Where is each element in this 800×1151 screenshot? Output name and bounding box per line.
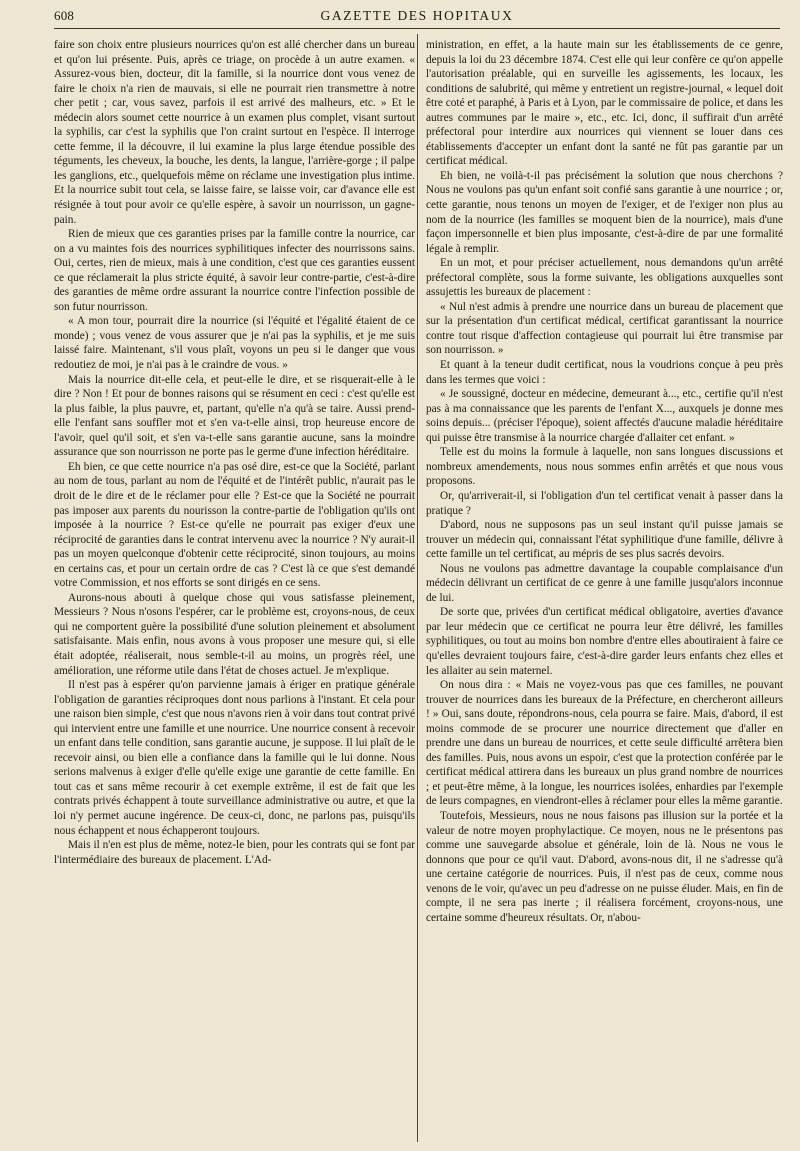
page-header xyxy=(54,4,780,29)
paragraph: faire son choix entre plusieurs nourrices qu'on est allé chercher dans un bureau et qu'on lui présente. Puis, après ce triage, on procède à un autre examen. « Assurez-vous bien, docteur, dit la famille, si la nourrice dont vous venez de faire le choix n'a rien de mauvais, si elle ne pourrait rien transmettre à notre cher petit ; car, vous savez, parfois il est arrivé des malheurs, etc. » Et le médecin alors soumet cette nourrice à un examen plus complet, visant surtout la syphilis, car c'est la syphilis que l'on craint surtout en l'espèce. Il interroge cette femme, il la découvre, il lui examine la plus large étendue possible des téguments, les cheveux, la bouche, les dents, la langue, l'arrière-gorge ; il palpe les ganglions, etc., quelquefois même on réclame une investigation plus intime. Et la nourrice subit tout cela, se laisse faire, se laisse voir, car d'avance elle est résignée à tout pour avoir ce qu'elle espère, à savoir un nourrisson, un gagne-pain. xyxy=(54,39,415,226)
paragraph: On nous dira : « Mais ne voyez-vous pas que ces familles, ne pouvant trouver de nourrices dans les bureaux de la Préfecture, en chercheront ailleurs ! » Oui, sans doute, répondrons-nous, cela pourra se faire. Mais, d'abord, il est moins commode de se procurer une nourrice directement que d'aller en prendre une dans un bureau de nourrices, et cette seule difficulté arrêtera bien des familles. Puis, nous avons un espoir, c'est que la protection conférée par le certificat médical attirera dans les bureaux un plus grand nombre de nourrices ; et peut-être même, à la longue, les nourrices isolées, enhardies par l'exemple de leurs compagnes, en viendront-elles à réclamer pour elles la même garantie. xyxy=(426,679,783,808)
paragraph: D'abord, nous ne supposons pas un seul instant qu'il puisse jamais se trouver un médecin qui, connaissant l'état syphilitique d'une famille, délivre à cette famille un tel certificat, au mépris de ses plus sacrés devoirs. xyxy=(426,519,783,561)
paragraph: Mais la nourrice dit-elle cela, et peut-elle le dire, et se risquerait-elle à le dire ? Non ! Et pour de bonnes raisons qui se résument en ceci : c'est qu'elle est la plus faible, la plus pauvre, et, partant, qu'elle n'a qu'à se taire. Aussi prend-elle l'enfant sans souffler mot et s'en va-t-elle ainsi, trop heureuse encore de l'avoir, quel qu'il soit, et s'en va-t-elle sans garantie aucune, sans la moindre assurance que son nourrisson ne porte pas le germe d'une infection héréditaire. xyxy=(54,373,415,459)
paragraph: Nous ne voulons pas admettre davantage la coupable complaisance d'un médecin délivrant un certificat de ce genre à une famille jusqu'alors inconnue de lui. xyxy=(426,562,783,604)
paragraph: Toutefois, Messieurs, nous ne nous faisons pas illusion sur la portée et la valeur de notre moyen prophylactique. Ce moyen, nous ne le présentons pas comme une sauvegarde absolue et générale, loin de là. Nous ne vous le donnons que pour ce qu'il vaut. D'abord, avons-nous dit, il ne s'adresse qu'à une certaine catégorie de nourrices. Puis, il n'est pas de ceux, comme nous venons de le voir, qu'avec un peu d'adresse on ne puisse éluder. Mais, en fin de compte, il ne sera pas inerte ; il réalisera forcément, croyons-nous, une certaine somme d'heureux résultats. Or, n'abou- xyxy=(426,809,783,924)
paragraph: Eh bien, ne voilà-t-il pas précisément la solution que nous cherchons ? Nous ne voulons pas qu'un enfant soit confié sans garantie à une nourrice ; or, cette garantie, nous tenons un moyen de l'exiger, et de l'exiger non plus au nom de la nourrice (les familles se moquent bien de la nourrice), mais d'une façon impersonnelle et bien plus imposante, c'est-à-dire de par une formalité légale à remplir. xyxy=(426,169,783,255)
journal-title: GAZETTE DES HOPITAUX xyxy=(320,8,514,23)
paragraph: Mais il n'en est plus de même, notez-le bien, pour les contrats qui se font par l'intermédiaire des bureaux de placement. L'Ad- xyxy=(54,839,415,866)
paragraph: « Nul n'est admis à prendre une nourrice dans un bureau de placement que sur la présentation d'un certificat médical, certificat garantissant la nourrice contre tout risque d'affection contagieuse qui pourrait lui être transmise par son nourrisson. » xyxy=(426,300,783,357)
paragraph: Il n'est pas à espérer qu'on parvienne jamais à ériger en pratique générale l'obligation de garanties réciproques dont nous parlions à l'instant. Et cela pour une raison bien simple, c'est que nous n'avons rien à voir dans tout contrat privé qui intervient entre une famille et une nourrice. Une nourrice consent à recevoir un enfant dans telle condition, sans garantie aucune, je suppose. Il lui plaît de le recevoir ainsi, ou bien elle a confiance dans la famille qui le lui donne. Nous serions malvenus à exiger d'elle qu'elle exige une garantie de cette famille. En tout cas et sans même recourir à cet exemple extrême, il est de fait que les contrats privés échappent à toute surveillance administrative ou autre, et que la loi n'y permet aucune ingérence. De ceux-ci, donc, ne parlons pas, puisqu'ils nous échappent et nous échapperont toujours. xyxy=(54,679,415,837)
column-divider xyxy=(417,34,418,1142)
right-column xyxy=(426,38,783,925)
paragraph: En un mot, et pour préciser actuellement, nous demandons qu'un arrêté préfectoral complète, sous la forme suivante, les obligations auxquelles sont assujettis les bureaux de placement : xyxy=(426,257,783,299)
paragraph: Rien de mieux que ces garanties prises par la famille contre la nourrice, car on a vu maintes fois des nourrices syphilitiques infecter des nourrissons sains. Oui, certes, rien de mieux, mais à une condition, c'est que ces garanties eussent ce que réclamerait la plus stricte équité, à savoir leur contre-partie, c'est-à-dire des garanties de même ordre assurant la nourrice contre l'infection possible de son futur nourrisson. xyxy=(54,228,415,313)
page-number: 608 xyxy=(54,8,75,23)
paragraph: Or, qu'arriverait-il, si l'obligation d'un tel certificat venait à passer dans la pratique ? xyxy=(426,489,783,517)
paragraph: Telle est du moins la formule à laquelle, non sans longues discussions et nombreux amendements, nous nous sommes enfin arrêtés et que nous vous proposons. xyxy=(426,446,783,488)
paragraph: « A mon tour, pourrait dire la nourrice (si l'équité et l'égalité étaient de ce monde) ; vous venez de vous assurer que je n'ai pas la syphilis, et je me suis laissé faire. Maintenant, s'il vous plaît, voyons un peu si le danger que vous redoutiez de moi, je n'ai pas à le craindre de vous. » xyxy=(54,315,415,372)
paragraph: Aurons-nous abouti à quelque chose qui vous satisfasse pleinement, Messieurs ? Nous n'osons l'espérer, car le problème est, croyons-nous, de ceux qui ne comportent guère la possibilité d'une solution pleinement et absolument satisfaisante. Mais enfin, nous avons à vous proposer une mesure qui, si elle était adoptée, réaliserait, nous semble-t-il au moins, un progrès réel, une amélioration, une réforme utile dans l'état de choses actuel. Je m'explique. xyxy=(54,591,415,677)
left-column xyxy=(54,38,415,867)
paragraph: De sorte que, privées d'un certificat médical obligatoire, averties d'avance par leur médecin que ce certificat ne pourra leur être délivré, les familles syphilitiques, ou tout au moins bon nombre d'entre elles aboutiraient à faire ce qu'elles devraient toujours faire, c'est-à-dire garder leurs enfants chez elles et les allaiter au sein maternel. xyxy=(426,606,783,677)
paragraph: Eh bien, ce que cette nourrice n'a pas osé dire, est-ce que la Société, parlant au nom de tous, parlant au nom de l'équité et de l'intérêt public, n'aurait pas le droit de le dire et de le réclamer pour elle ? Est-ce que la Société ne pourrait pas imposer aux parents du nourisson la contre-partie de l'obligation qu'ils ont imposée à la nourrice ? Est-ce qu'elle ne pourrait pas exiger d'eux une réciprocité de garanties dans le contrat intervenu avec la nourrice ? N'y aurait-il pas un moyen quelconque d'obtenir cette réciprocité, sinon toujours, au moins en certains cas, et pour un certain ordre de cas ? C'est là ce que s'est demandé votre Commission, et nos efforts se sont dirigés en ce sens. xyxy=(54,460,415,590)
paragraph: Et quant à la teneur dudit certificat, nous la voudrions conçue à peu près dans les termes que voici : xyxy=(426,359,783,386)
paragraph: « Je soussigné, docteur en médecine, demeurant à..., etc., certifie qu'il n'est pas à ma connaissance que les parents de l'enfant X..., auxquels je donne mes soins depuis... (préciser l'époque), soient affectés d'aucune maladie héréditaire qui puisse être transmise à la nourrice chargée d'allaiter cet enfant. » xyxy=(426,388,783,444)
paragraph: ministration, en effet, a la haute main sur les établissements de ce genre, depuis la loi du 23 décembre 1874. C'est elle qui leur confère ce qu'on appelle l'autorisation préalable, qui en surveille les agissements, les locaux, les conditions de salubrité, qui même y entretient un registre-journal, « lequel doit être coté et paraphé, à Paris et à Lyon, par le commissaire de police, et dans les autres communes par le maire », etc., etc. Ici, donc, il suffirait d'un arrêté préfectoral pour interdire aux nourrices qui viennent se louer dans ces établissements d'accepter un enfant dont la santé ne fût pas garantie par un certificat médical. xyxy=(426,39,783,168)
